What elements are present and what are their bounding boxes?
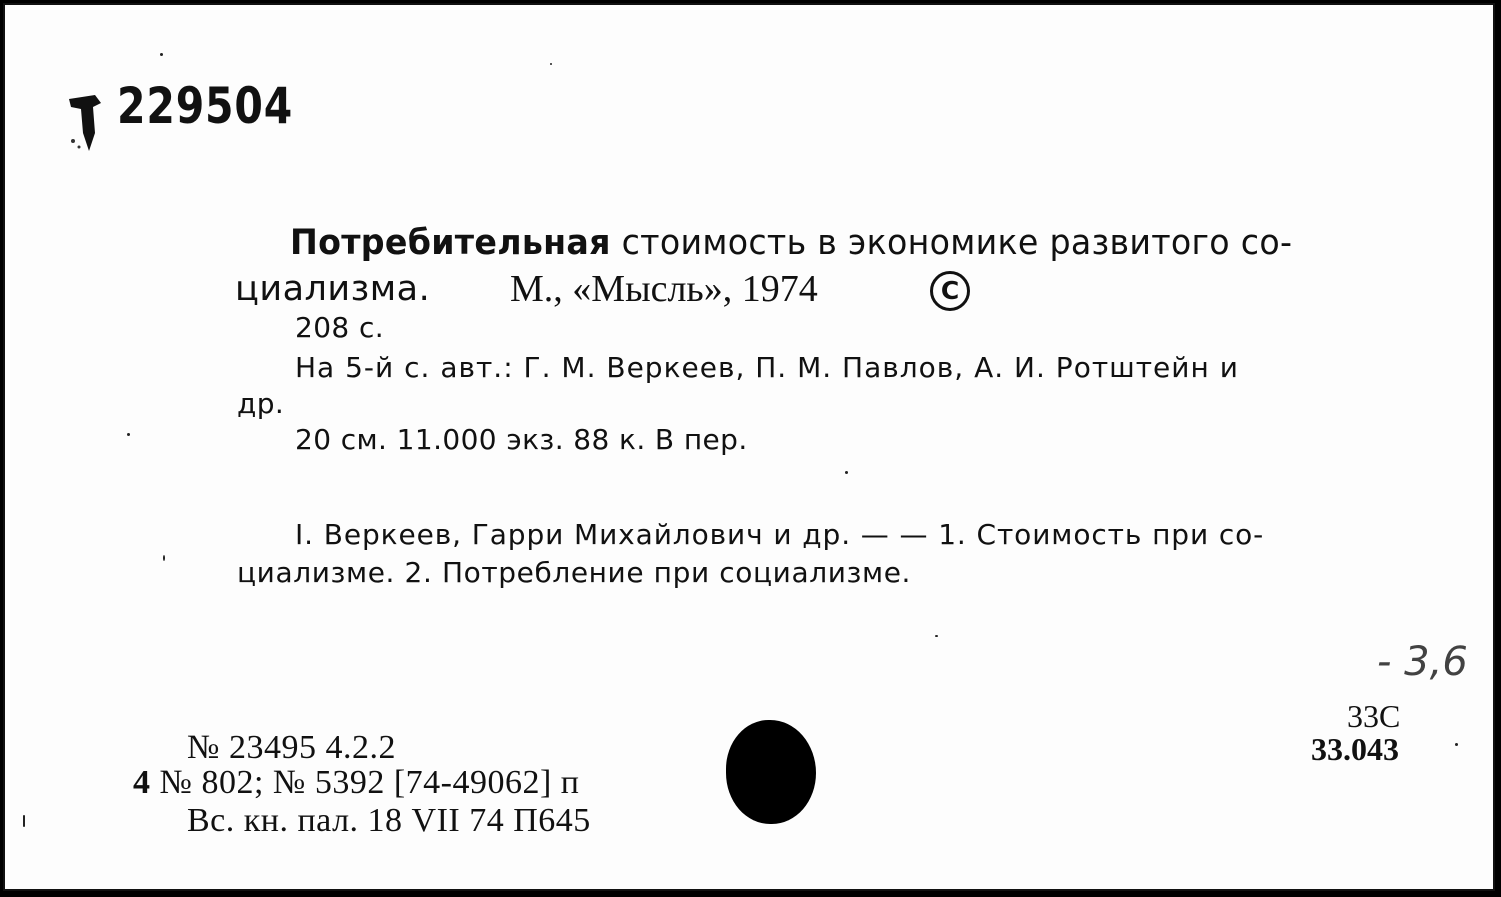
classification-code-2: 33.043 xyxy=(1311,731,1399,767)
format-info: 20 см. 11.000 экз. 88 к. В пер. xyxy=(295,423,748,456)
title-line-2: циализма. xyxy=(235,269,431,309)
handwritten-stamp: - 3,6 xyxy=(1377,639,1468,685)
classification-code-1: 33С xyxy=(1347,698,1401,734)
imprint-line-2-rest: № 802; № 5392 [74-49062] п xyxy=(150,764,580,801)
speck-5 xyxy=(163,555,165,561)
title-bold: Потребительная xyxy=(290,223,611,263)
speck-8 xyxy=(23,815,25,827)
catalog-card xyxy=(3,3,1495,891)
title-rest: стоимость в экономике развитого со- xyxy=(610,223,1293,263)
ink-mark-icon xyxy=(65,93,105,155)
speck-1 xyxy=(160,53,163,56)
tracing-line-1: I. Веркеев, Гарри Михайлович и др. — — 1. Стоимость при со- xyxy=(295,518,1265,551)
copyright-icon: C xyxy=(930,271,970,311)
imprint-line-2 xyxy=(133,764,580,802)
inventory-number: 229504 xyxy=(117,77,294,135)
authors-line-1: На 5-й с. авт.: Г. М. Веркеев, П. М. Павлов, А. И. Ротштейн и xyxy=(295,351,1239,384)
title-line-1 xyxy=(290,223,1292,263)
speck-7 xyxy=(1455,743,1458,746)
punch-hole xyxy=(726,720,816,824)
speck-2 xyxy=(550,63,552,65)
imprint-line-3: Вс. кн. пал. 18 VII 74 П645 xyxy=(187,802,591,839)
authors-line-2: др. xyxy=(237,387,285,420)
speck-4 xyxy=(845,471,848,474)
tracing-line-2: циализме. 2. Потребление при социализме. xyxy=(237,556,912,589)
publication-info: М., «Мысль», 1974 xyxy=(510,268,818,310)
speck-3 xyxy=(127,433,130,436)
speck-6 xyxy=(935,635,938,637)
imprint-line-1: № 23495 4.2.2 xyxy=(187,729,396,766)
imprint-line-2-number: 4 xyxy=(133,764,151,801)
page-count: 208 с. xyxy=(295,311,385,344)
